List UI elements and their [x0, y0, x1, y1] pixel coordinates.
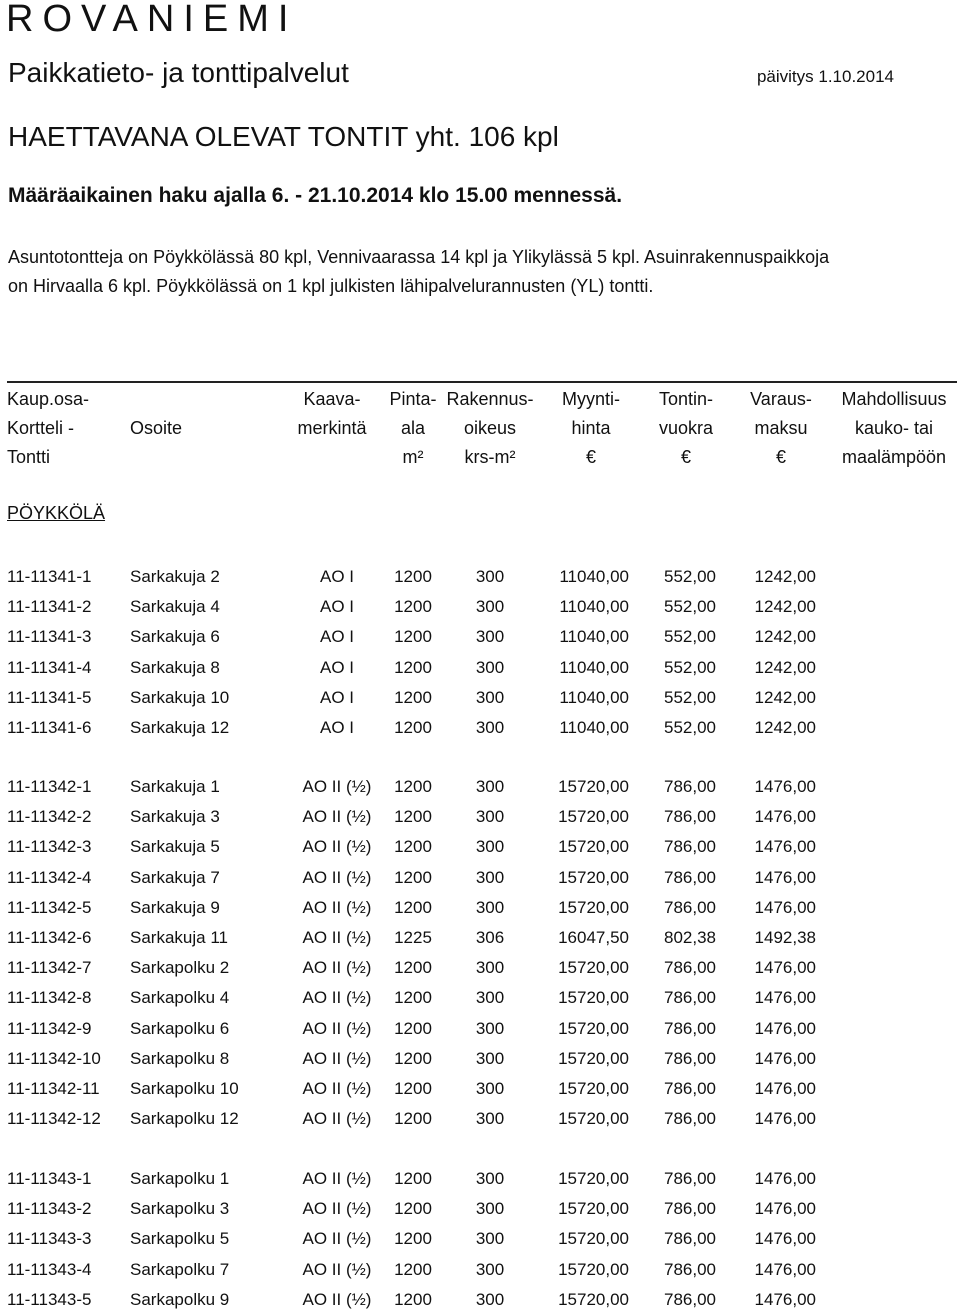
- plot-id: 11-11343-3: [7, 1229, 92, 1248]
- plot-address: Sarkapolku 4: [130, 988, 230, 1007]
- building-rights: 300: [475, 1229, 505, 1248]
- building-rights: 300: [475, 898, 505, 917]
- building-rights: 300: [475, 1290, 505, 1309]
- plot-area: 1200: [394, 1169, 432, 1188]
- plot-area: 1200: [394, 1049, 432, 1068]
- plot-address: Sarkapolku 6: [130, 1019, 230, 1038]
- plot-id: 11-11343-4: [7, 1260, 92, 1279]
- sale-price: 15720,00: [558, 868, 629, 887]
- plot-address: Sarkapolku 3: [130, 1199, 230, 1218]
- table-header-rule: [7, 381, 957, 383]
- plot-rent: 786,00: [664, 807, 716, 826]
- plot-area: 1200: [394, 1260, 432, 1279]
- sale-price: 11040,00: [559, 567, 629, 586]
- sale-price: 15720,00: [558, 958, 629, 977]
- reservation-fee: 1242,00: [754, 597, 816, 616]
- zoning-code: AO II (½): [302, 868, 372, 887]
- building-rights: 300: [475, 627, 505, 646]
- table-row: [0, 896, 960, 920]
- plot-id: 11-11341-6: [7, 718, 92, 737]
- reservation-fee: 1476,00: [754, 1079, 816, 1098]
- col-header-pinta: Pinta-: [389, 389, 437, 409]
- zoning-code: AO II (½): [302, 1049, 372, 1068]
- zoning-code: AO II (½): [302, 1169, 372, 1188]
- plot-address: Sarkapolku 12: [130, 1109, 239, 1128]
- col-header-myynti: €: [585, 447, 596, 467]
- building-rights: 300: [475, 1260, 505, 1279]
- plot-rent: 786,00: [664, 1079, 716, 1098]
- table-row: [0, 956, 960, 980]
- sale-price: 15720,00: [558, 1260, 629, 1279]
- col-header-kaup: Kaup.osa-: [7, 389, 90, 409]
- zoning-code: AO I: [319, 567, 354, 586]
- sale-price: 11040,00: [559, 597, 629, 616]
- table-row: [0, 656, 960, 680]
- plot-rent: 786,00: [664, 1109, 716, 1128]
- plot-area: 1200: [394, 1109, 432, 1128]
- zoning-code: AO I: [319, 688, 354, 707]
- table-row: [0, 1197, 960, 1221]
- col-header-kaup: Tontti: [7, 447, 51, 467]
- col-header-pinta: ala: [400, 418, 426, 438]
- table-row: [0, 595, 960, 619]
- table-row: [0, 716, 960, 740]
- plot-rent: 552,00: [664, 627, 716, 646]
- sale-price: 11040,00: [559, 627, 629, 646]
- zoning-code: AO I: [319, 597, 354, 616]
- search-period: Määräaikainen haku ajalla 6. - 21.10.2014 klo 15.00 mennessä.: [8, 184, 623, 207]
- plot-rent: 786,00: [664, 1229, 716, 1248]
- building-rights: 300: [475, 597, 505, 616]
- reservation-fee: 1476,00: [754, 1199, 816, 1218]
- page-heading: HAETTAVANA OLEVAT TONTIT yht. 106 kpl: [8, 121, 559, 152]
- table-row: [0, 1047, 960, 1071]
- plot-area: 1200: [394, 658, 432, 677]
- plot-id: 11-11342-11: [7, 1079, 100, 1098]
- zoning-code: AO II (½): [302, 1229, 372, 1248]
- col-header-tontin: Tontin-: [658, 389, 714, 409]
- plot-address: Sarkapolku 2: [130, 958, 230, 977]
- reservation-fee: 1476,00: [754, 898, 816, 917]
- sale-price: 15720,00: [558, 1169, 629, 1188]
- sale-price: 15720,00: [558, 1290, 629, 1309]
- plot-id: 11-11341-5: [7, 688, 92, 707]
- table-row: [0, 625, 960, 649]
- plot-id: 11-11343-2: [7, 1199, 92, 1218]
- table-row: [0, 805, 960, 829]
- plot-area: 1200: [394, 1229, 432, 1248]
- reservation-fee: 1476,00: [754, 1109, 816, 1128]
- plot-address: Sarkapolku 8: [130, 1049, 230, 1068]
- plot-address: Sarkakuja 12: [130, 718, 230, 737]
- plot-address: Sarkakuja 8: [130, 658, 220, 677]
- plot-id: 11-11342-2: [7, 807, 92, 826]
- sale-price: 11040,00: [559, 718, 629, 737]
- building-rights: 300: [475, 1079, 505, 1098]
- zoning-code: AO II (½): [302, 1199, 372, 1218]
- reservation-fee: 1492,38: [754, 928, 816, 947]
- plot-area: 1200: [394, 958, 432, 977]
- zoning-code: AO II (½): [302, 928, 372, 947]
- plot-area: 1200: [394, 718, 432, 737]
- building-rights: 300: [475, 658, 505, 677]
- plot-id: 11-11341-1: [7, 567, 92, 586]
- zoning-code: AO II (½): [302, 988, 372, 1007]
- sale-price: 11040,00: [559, 658, 629, 677]
- updated-date: päivitys 1.10.2014: [756, 67, 894, 86]
- plot-rent: 786,00: [664, 1260, 716, 1279]
- plot-rent: 552,00: [664, 688, 716, 707]
- zoning-code: AO II (½): [302, 777, 372, 796]
- sale-price: 15720,00: [558, 837, 629, 856]
- zoning-code: AO I: [319, 718, 354, 737]
- city-title: ROVANIEMI: [6, 0, 298, 40]
- plot-rent: 786,00: [664, 868, 716, 887]
- plot-address: Sarkapolku 9: [130, 1290, 230, 1309]
- building-rights: 300: [475, 1169, 505, 1188]
- plot-id: 11-11342-9: [7, 1019, 92, 1038]
- col-header-varaus: €: [775, 447, 786, 467]
- plot-id: 11-11342-1: [7, 777, 92, 796]
- col-header-tontin: €: [680, 447, 691, 467]
- zoning-code: AO II (½): [302, 807, 372, 826]
- col-header-tontin: vuokra: [658, 418, 714, 438]
- plot-address: Sarkapolku 5: [130, 1229, 230, 1248]
- reservation-fee: 1476,00: [754, 1229, 816, 1248]
- plot-address: Sarkapolku 7: [130, 1260, 230, 1279]
- zoning-code: AO II (½): [302, 958, 372, 977]
- building-rights: 300: [475, 958, 505, 977]
- section-title: PÖYKKÖLÄ: [7, 503, 106, 523]
- reservation-fee: 1242,00: [754, 718, 816, 737]
- table-row: [0, 686, 960, 710]
- plot-address: Sarkakuja 4: [130, 597, 220, 616]
- sale-price: 15720,00: [558, 1019, 629, 1038]
- sale-price: 15720,00: [558, 988, 629, 1007]
- plot-rent: 552,00: [664, 597, 716, 616]
- plot-rent: 786,00: [664, 988, 716, 1007]
- plot-rent: 786,00: [664, 1049, 716, 1068]
- table-row: [0, 1288, 960, 1312]
- table-row: [0, 926, 960, 950]
- zoning-code: AO II (½): [302, 898, 372, 917]
- plot-area: 1200: [394, 688, 432, 707]
- plot-area: 1200: [394, 837, 432, 856]
- col-header-mahdollisuus: kauko- tai: [854, 418, 934, 438]
- building-rights: 300: [475, 718, 505, 737]
- reservation-fee: 1242,00: [754, 627, 816, 646]
- building-rights: 300: [475, 988, 505, 1007]
- zoning-code: AO II (½): [302, 1290, 372, 1309]
- building-rights: 300: [475, 688, 505, 707]
- plot-rent: 786,00: [664, 777, 716, 796]
- col-header-osoite: Osoite: [130, 418, 183, 438]
- zoning-code: AO II (½): [302, 1079, 372, 1098]
- col-header-varaus: maksu: [754, 418, 808, 438]
- reservation-fee: 1476,00: [754, 1260, 816, 1279]
- department-title: Paikkatieto- ja tonttipalvelut: [8, 57, 349, 88]
- plot-area: 1200: [394, 868, 432, 887]
- reservation-fee: 1476,00: [754, 868, 816, 887]
- col-header-myynti: hinta: [571, 418, 611, 438]
- building-rights: 300: [475, 837, 505, 856]
- plot-rent: 786,00: [664, 898, 716, 917]
- table-row: [0, 1107, 960, 1131]
- reservation-fee: 1476,00: [754, 1049, 816, 1068]
- table-row: [0, 1017, 960, 1041]
- intro-line: on Hirvaalla 6 kpl. Pöykkölässä on 1 kpl julkisten lähipalvelurannusten (YL) tontti.: [8, 276, 654, 296]
- plot-address: Sarkapolku 1: [130, 1169, 230, 1188]
- building-rights: 306: [475, 928, 505, 947]
- plot-area: 1200: [394, 777, 432, 796]
- sale-price: 11040,00: [559, 688, 629, 707]
- reservation-fee: 1476,00: [754, 1169, 816, 1188]
- col-header-kaup: Kortteli -: [7, 418, 75, 438]
- building-rights: 300: [475, 1019, 505, 1038]
- plot-id: 11-11343-1: [7, 1169, 92, 1188]
- plot-area: 1200: [394, 1079, 432, 1098]
- plot-area: 1200: [394, 898, 432, 917]
- plot-rent: 786,00: [664, 1199, 716, 1218]
- reservation-fee: 1242,00: [754, 688, 816, 707]
- table-row: [0, 775, 960, 799]
- reservation-fee: 1476,00: [754, 1290, 816, 1309]
- col-header-kaava: merkintä: [297, 418, 367, 438]
- plot-rent: 552,00: [664, 567, 716, 586]
- plot-rent: 802,38: [664, 928, 716, 947]
- building-rights: 300: [475, 868, 505, 887]
- plot-area: 1200: [394, 1199, 432, 1218]
- intro-paragraph: [8, 243, 948, 301]
- building-rights: 300: [475, 1199, 505, 1218]
- zoning-code: AO II (½): [302, 1019, 372, 1038]
- sale-price: 15720,00: [558, 1199, 629, 1218]
- plot-id: 11-11341-3: [7, 627, 92, 646]
- sale-price: 16047,50: [558, 928, 629, 947]
- col-header-rakennus: Rakennus-: [446, 389, 534, 409]
- plot-rent: 786,00: [664, 1019, 716, 1038]
- reservation-fee: 1476,00: [754, 1019, 816, 1038]
- plot-address: Sarkakuja 7: [130, 868, 220, 887]
- zoning-code: AO I: [319, 627, 354, 646]
- plot-id: 11-11342-8: [7, 988, 92, 1007]
- sale-price: 15720,00: [558, 898, 629, 917]
- plot-area: 1200: [394, 1019, 432, 1038]
- plot-area: 1200: [394, 627, 432, 646]
- plot-id: 11-11342-4: [7, 868, 92, 887]
- sale-price: 15720,00: [558, 1109, 629, 1128]
- reservation-fee: 1476,00: [754, 807, 816, 826]
- plot-id: 11-11342-3: [7, 837, 92, 856]
- table-row: [0, 1258, 960, 1282]
- plot-rent: 552,00: [664, 718, 716, 737]
- plot-id: 11-11341-4: [7, 658, 92, 677]
- plot-area: 1200: [394, 807, 432, 826]
- building-rights: 300: [475, 807, 505, 826]
- col-header-pinta: m²: [402, 447, 424, 467]
- plot-area: 1225: [394, 928, 432, 947]
- table-row: [0, 1077, 960, 1101]
- plot-address: Sarkakuja 2: [130, 567, 220, 586]
- col-header-rakennus: krs-m²: [464, 447, 516, 467]
- sale-price: 15720,00: [558, 807, 629, 826]
- sale-price: 15720,00: [558, 777, 629, 796]
- plot-rent: 786,00: [664, 958, 716, 977]
- plot-area: 1200: [394, 1290, 432, 1309]
- reservation-fee: 1242,00: [754, 567, 816, 586]
- reservation-fee: 1476,00: [754, 958, 816, 977]
- intro-line: Asuntotontteja on Pöykkölässä 80 kpl, Vennivaarassa 14 kpl ja Ylikylässä 5 kpl. Asuinrakennuspaikkoja: [8, 247, 830, 267]
- plot-rent: 786,00: [664, 837, 716, 856]
- plot-id: 11-11342-6: [7, 928, 92, 947]
- plot-rent: 786,00: [664, 1169, 716, 1188]
- plot-area: 1200: [394, 597, 432, 616]
- sale-price: 15720,00: [558, 1229, 629, 1248]
- building-rights: 300: [475, 1109, 505, 1128]
- col-header-mahdollisuus: Mahdollisuus: [841, 389, 947, 409]
- reservation-fee: 1242,00: [754, 658, 816, 677]
- plot-address: Sarkapolku 10: [130, 1079, 239, 1098]
- plot-id: 11-11342-10: [7, 1049, 101, 1068]
- table-row: [0, 866, 960, 890]
- zoning-code: AO II (½): [302, 1109, 372, 1128]
- plot-id: 11-11342-5: [7, 898, 92, 917]
- table-row: [0, 835, 960, 859]
- plot-area: 1200: [394, 988, 432, 1007]
- plot-id: 11-11343-5: [7, 1290, 92, 1309]
- plot-address: Sarkakuja 1: [130, 777, 220, 796]
- col-header-myynti: Myynti-: [562, 389, 620, 409]
- zoning-code: AO I: [319, 658, 354, 677]
- table-row: [0, 565, 960, 589]
- plot-rent: 552,00: [664, 658, 716, 677]
- col-header-varaus: Varaus-: [750, 389, 812, 409]
- building-rights: 300: [475, 1049, 505, 1068]
- zoning-code: AO II (½): [302, 1260, 372, 1279]
- table-row: [0, 1227, 960, 1251]
- plot-address: Sarkakuja 9: [130, 898, 220, 917]
- plot-address: Sarkakuja 5: [130, 837, 220, 856]
- zoning-code: AO II (½): [302, 837, 372, 856]
- building-rights: 300: [475, 777, 505, 796]
- plot-id: 11-11342-12: [7, 1109, 101, 1128]
- col-header-rakennus: oikeus: [463, 418, 517, 438]
- plot-address: Sarkakuja 11: [130, 928, 228, 947]
- plot-id: 11-11341-2: [7, 597, 92, 616]
- reservation-fee: 1476,00: [754, 837, 816, 856]
- col-header-mahdollisuus: maalämpöön: [841, 447, 947, 467]
- sale-price: 15720,00: [558, 1079, 629, 1098]
- table-row: [0, 986, 960, 1010]
- sale-price: 15720,00: [558, 1049, 629, 1068]
- reservation-fee: 1476,00: [754, 777, 816, 796]
- plot-address: Sarkakuja 10: [130, 688, 230, 707]
- plot-address: Sarkakuja 3: [130, 807, 220, 826]
- plot-area: 1200: [394, 567, 432, 586]
- plot-id: 11-11342-7: [7, 958, 92, 977]
- plot-rent: 786,00: [664, 1290, 716, 1309]
- table-row: [0, 1167, 960, 1191]
- building-rights: 300: [475, 567, 505, 586]
- reservation-fee: 1476,00: [754, 988, 816, 1007]
- col-header-kaava: Kaava-: [303, 389, 361, 409]
- plot-address: Sarkakuja 6: [130, 627, 220, 646]
